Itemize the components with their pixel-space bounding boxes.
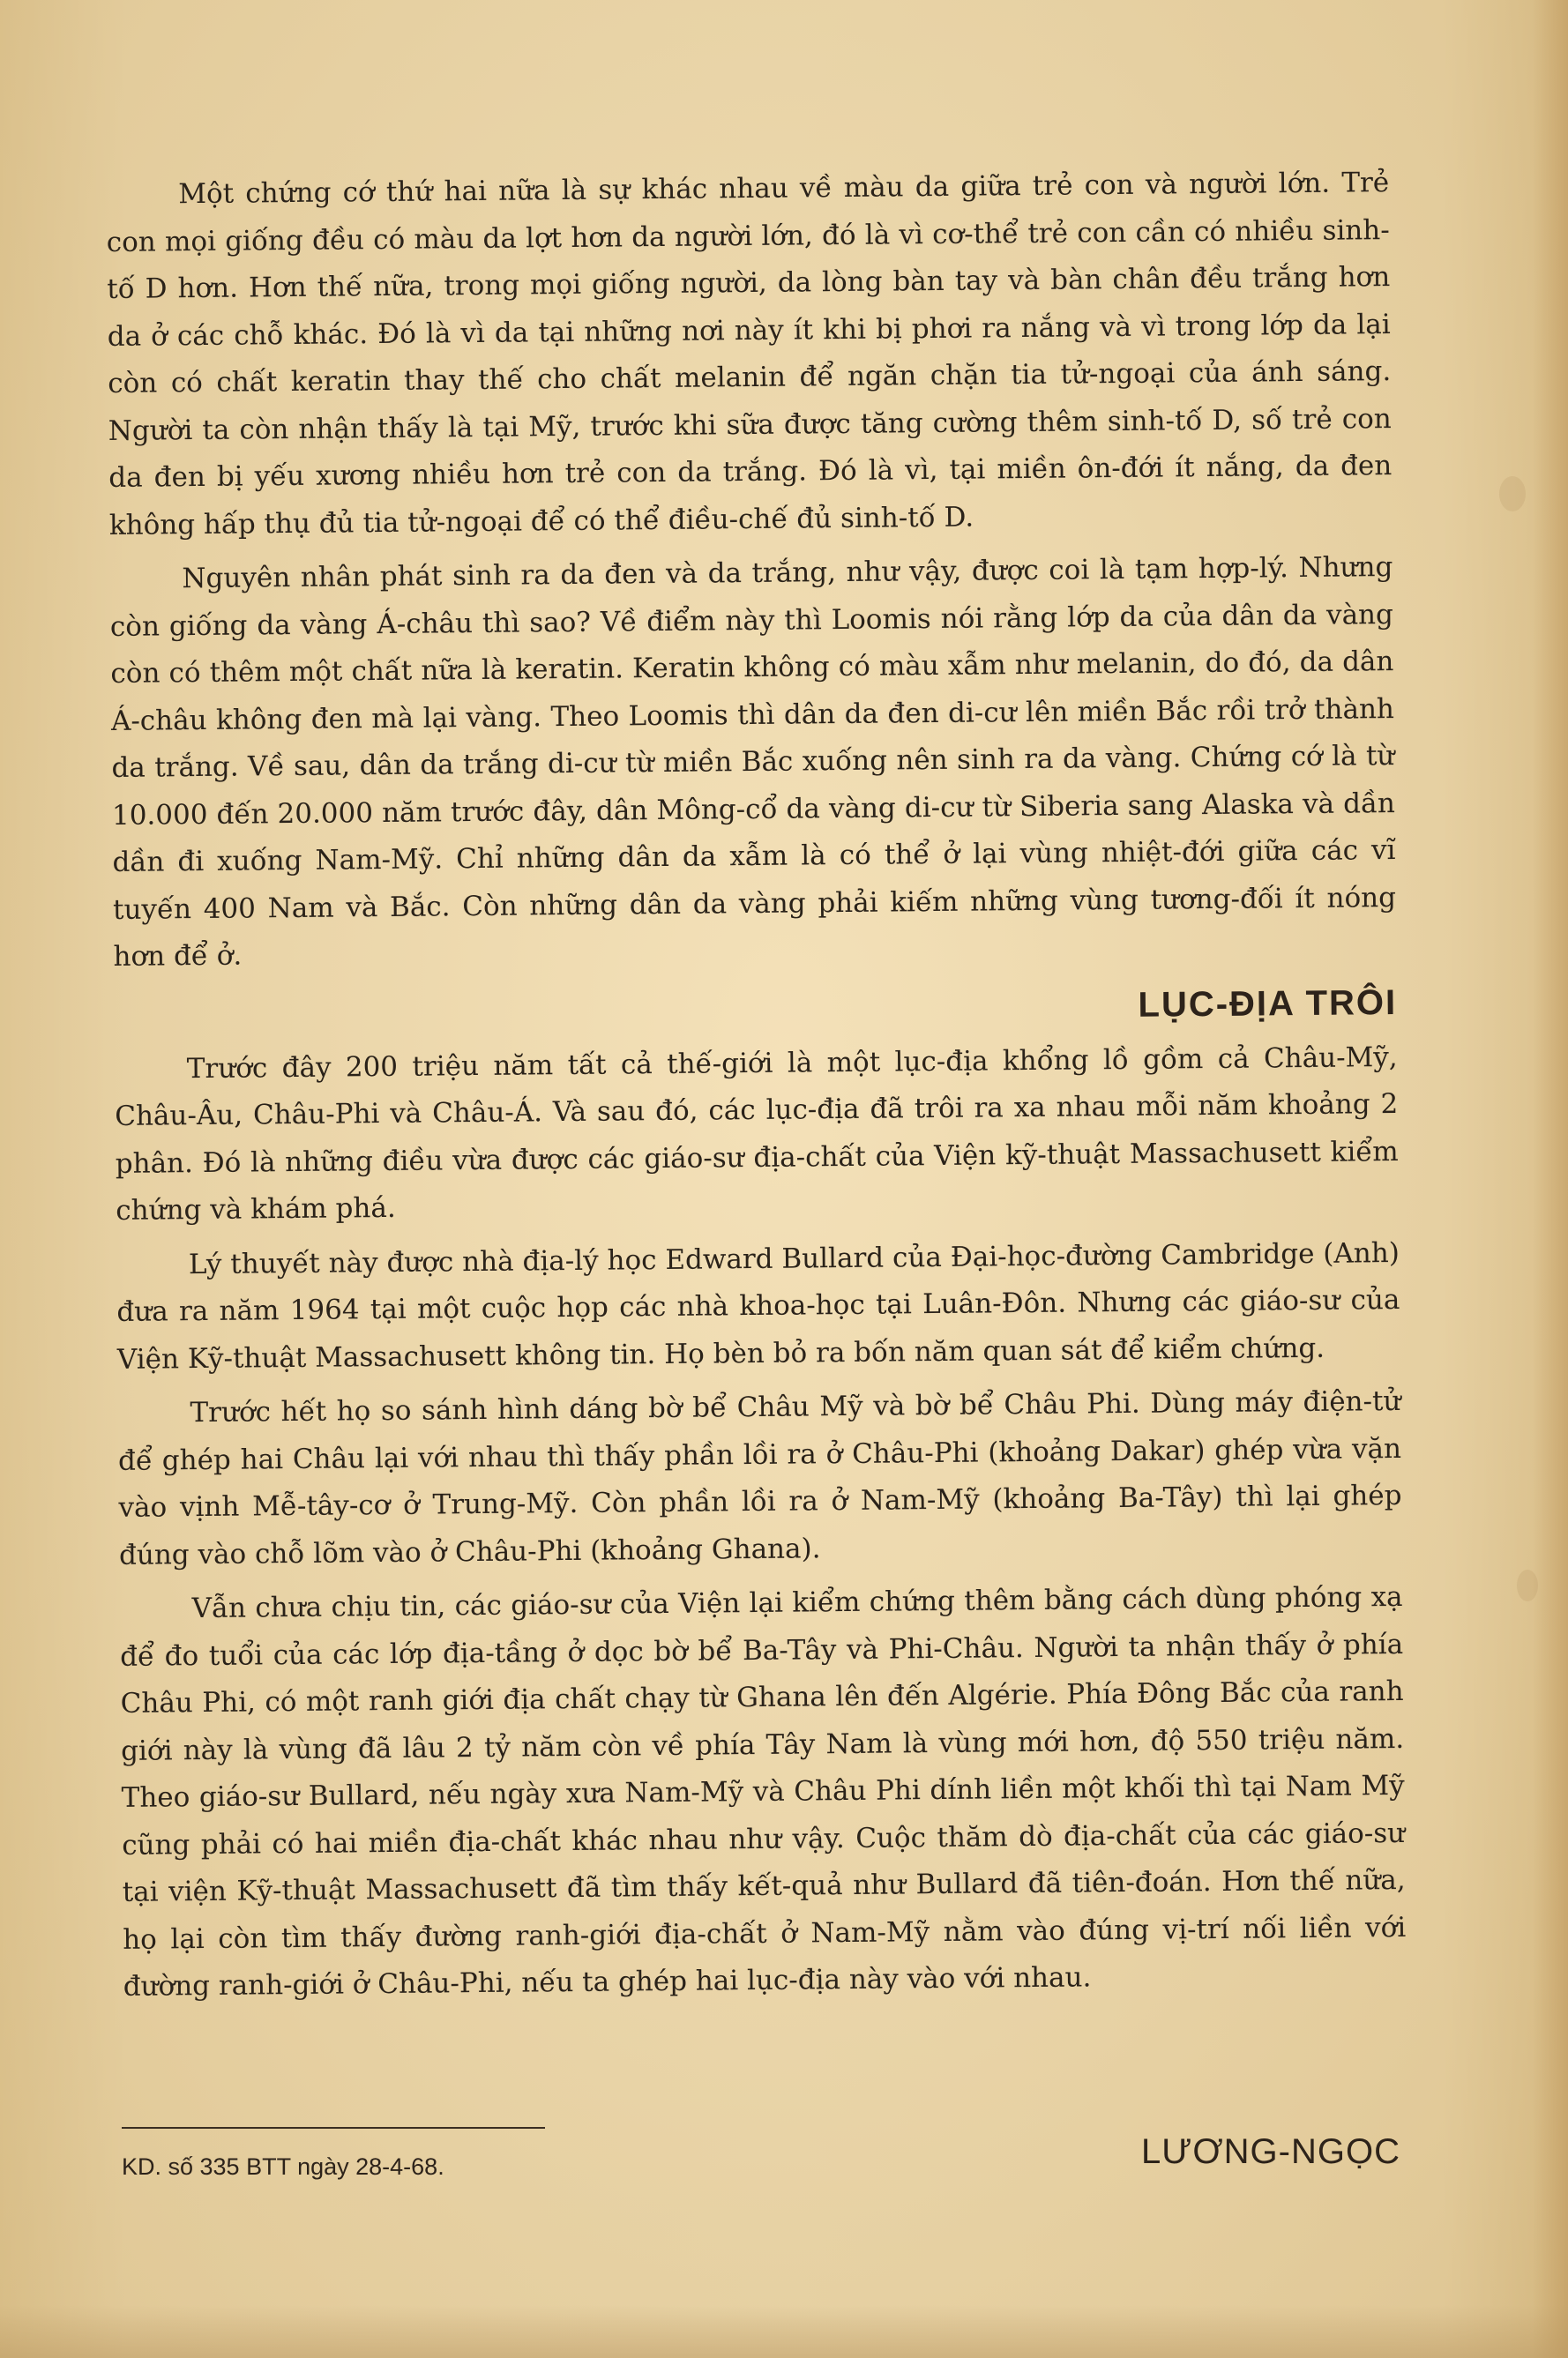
license-note: KD. số 335 BTT ngày 28-4-68. bbox=[122, 2153, 444, 2180]
paper-bottom-shadow bbox=[0, 2305, 1568, 2358]
section-heading: LỤC-ĐỊA TRÔI bbox=[1138, 982, 1398, 1025]
paragraph: Trước hết họ so sánh hình dáng bờ bể Châu Mỹ và bờ bể Châu Phi. Dùng máy điện-tử để ghép hai Châu lại với nhau thì thấy phần lồi ra ở Châu-Phi (khoảng Dakar) ghép vừa vặn vào vịnh Mễ-tây-cơ ở Trung-Mỹ. Còn phần lồi ra ở Nam-Mỹ (khoảng Ba-Tây) thì lại ghép đúng vào chỗ lõm vào ở Châu-Phi (khoảng Ghana). bbox=[117, 1384, 1402, 1571]
page-footer bbox=[122, 2127, 1400, 2189]
paragraph: Lý thuyết này được nhà địa-lý học Edward Bullard của Đại-học-đường Cambridge (Anh) đưa ra năm 1964 tại một cuộc họp các nhà khoa-học tại Luân-Đôn. Nhưng các giáo-sư của Viện Kỹ-thuật Massachusett không tin. Họ bèn bỏ ra bốn năm quan sát để kiểm chứng. bbox=[116, 1236, 1400, 1376]
paragraph: Vẫn chưa chịu tin, các giáo-sư của Viện lại kiểm chứng thêm bằng cách dùng phóng xạ để đo tuổi của các lớp địa-tầng ở dọc bờ bể Ba-Tây và Phi-Châu. Người ta nhận thấy ở phía Châu Phi, có một ranh giới địa chất chạy từ Ghana lên đến Algérie. Phía Đông Bắc của ranh giới này là vùng đã lâu 2 tỷ năm còn về phía Tây Nam là vùng mới hơn, độ 550 triệu năm. Theo giáo-sư Bullard, nếu ngày xưa Nam-Mỹ và Châu Phi dính liền một khối thì tại Nam Mỹ cũng phải có hai miền địa-chất khác nhau như vậy. Cuộc thăm dò địa-chất của các giáo-sư tại viện Kỹ-thuật Massachusett đã tìm thấy kết-quả như Bullard đã tiên-đoán. Hơn thế nữa, họ lại còn tìm thấy đường ranh-giới địa-chất ở Nam-Mỹ nằm vào đúng vị-trí nối liền với đường ranh-giới ở Châu-Phi, nếu ta ghép hai lục-địa này vào với nhau. bbox=[119, 1580, 1407, 2003]
paper-stain bbox=[1517, 1570, 1538, 1601]
footer-divider bbox=[122, 2127, 545, 2129]
paper-stain bbox=[1499, 476, 1526, 511]
paragraph: Trước đây 200 triệu năm tất cả thế-giới là một lục-địa khổng lồ gồm cả Châu-Mỹ, Châu-Âu, Châu-Phi và Châu-Á. Và sau đó, các lục-địa đã trôi ra xa nhau mỗi năm khoảng 2 phân. Đó là những điều vừa được các giáo-sư địa-chất của Viện kỹ-thuật Massachusett kiểm chứng và khám phá. bbox=[115, 1041, 1399, 1227]
article-body bbox=[106, 160, 1407, 2018]
paper-edge-shadow bbox=[1533, 0, 1568, 2358]
paragraph: Một chứng cớ thứ hai nữa là sự khác nhau về màu da giữa trẻ con và người lớn. Trẻ con mọi giống đều có màu da lợt hơn da người lớn, đó là vì cơ-thể trẻ con cần có nhiều sinh-tố D hơn. Hơn thế nữa, trong mọi giống người, da lòng bàn tay và bàn chân đều trắng hơn da ở các chỗ khác. Đó là vì da tại những nơi này ít khi bị phơi ra nắng và vì trong lớp da lại còn có chất keratin thay thế cho chất melanin để ngăn chặn tia tử-ngoại của ánh sáng. Người ta còn nhận thấy là tại Mỹ, trước khi sữa được tăng cường thêm sinh-tố D, số trẻ con da đen bị yếu xương nhiều hơn trẻ con da trắng. Đó là vì, tại miền ôn-đới ít nắng, da đen không hấp thụ đủ tia tử-ngoại để có thể điều-chế đủ sinh-tố D. bbox=[106, 167, 1393, 541]
author-name: LƯƠNG-NGỌC bbox=[1140, 2132, 1400, 2171]
paragraph: Nguyên nhân phát sinh ra da đen và da trắng, như vậy, được coi là tạm hợp-lý. Nhưng còn giống da vàng Á-châu thì sao? Về điểm này thì Loomis nói rằng lớp da của dân da vàng còn có thêm một chất nữa là keratin. Keratin không có màu xẫm như melanin, do đó, da dân Á-châu không đen mà lại vàng. Theo Loomis thì dân da đen di-cư lên miền Bắc rồi trở thành da trắng. Về sau, dân da trắng di-cư từ miền Bắc xuống nên sinh ra da vàng. Chứng cớ là từ 10.000 đến 20.000 năm trước đây, dân Mông-cổ da vàng di-cư từ Siberia sang Alaska và dần dần đi xuống Nam-Mỹ. Chỉ những dân da xẫm là có thể ở lại vùng nhiệt-đới giữa các vĩ tuyến 400 Nam và Bắc. Còn những dân da vàng phải kiếm những vùng tương-đối ít nóng hơn để ở. bbox=[109, 551, 1397, 973]
